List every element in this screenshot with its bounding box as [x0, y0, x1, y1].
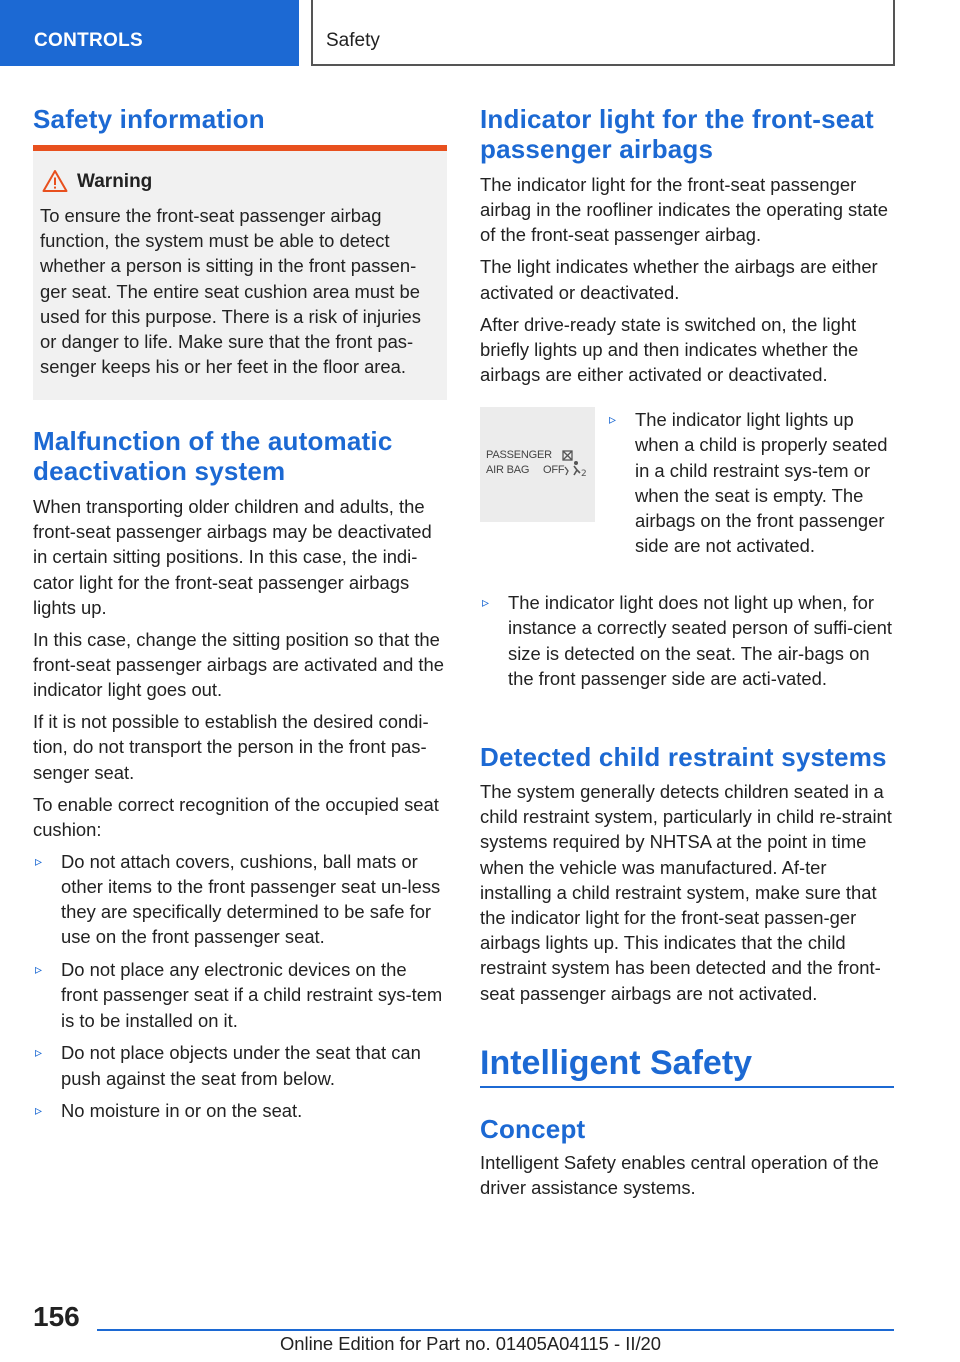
- list-item: ▹ No moisture in or on the seat.: [33, 1098, 447, 1123]
- concept-heading: Concept: [480, 1114, 586, 1144]
- malfunction-paragraph-4: To enable correct recognition of the occupied seat cushion:: [33, 793, 439, 840]
- malfunction-heading: Malfunction of the automatic deactivation system: [33, 426, 393, 486]
- list-item: ▹ Do not place objects under the seat that can push against the seat from below.: [35, 1042, 421, 1089]
- warning-header: [40, 173, 439, 203]
- panel-label-off: OFF: [543, 464, 565, 477]
- bullet-triangle-icon: ▹: [609, 411, 617, 428]
- panel-label-airbag: AIR BAG: [486, 464, 530, 477]
- bullet-triangle-icon: ▹: [35, 1044, 43, 1061]
- malfunction-paragraph-2: In this case, change the sitting position so that the front-seat passenger airbags are activated and the indicator light goes out.: [33, 628, 444, 701]
- seat-recognition-list: [33, 849, 447, 1124]
- chapter-tab-label: Safety: [326, 30, 380, 51]
- bullet-triangle-icon: ▹: [35, 961, 43, 978]
- intelligent-safety-heading: Intelligent Safety: [480, 1042, 894, 1088]
- indicator-paragraph-1: The indicator light for the front-seat passenger airbag in the roofliner indicates the operating state of the front-seat passenger airbag.: [480, 174, 888, 246]
- detected-child-restraint-section: [480, 742, 894, 1013]
- page-number: 156: [33, 1301, 80, 1332]
- indicator-not-lit-list: [480, 590, 894, 691]
- svg-text:2: 2: [581, 469, 587, 480]
- panel-label-passenger: PASSENGER: [486, 449, 552, 462]
- passenger-airbag-off-panel: [480, 407, 595, 522]
- indicator-image-row: [480, 407, 894, 590]
- list-item: ▹ The indicator light does not light up when, for instance a correctly seated person of suffi-cient size is detected on the seat. The air-bags on the front passenger side are acti-vated.: [482, 592, 893, 689]
- malfunction-section: [33, 426, 447, 1131]
- footer-divider: [97, 1329, 894, 1331]
- footer-edition: Online Edition for Part no. 01405A04115 - II/20: [280, 1333, 662, 1354]
- list-item: ▹ Do not attach covers, cushions, ball mats or other items to the front passenger seat un-less they are specifically determined to be safe for use on the front passenger seat.: [35, 850, 441, 948]
- indicator-heading: Indicator light for the front-seat passenger airbags: [480, 104, 874, 164]
- detected-paragraph: The system generally detects children seated in a child restraint system, particularly in child re-straint systems required by NHTSA at the point in time when the vehicle was manufactured. Af-ter installing a child restraint system, make sure that the indicator light for the front-seat passen-ger airbags lights up. This indicates that the child restraint system has been detected and the front-seat passenger airbags are not activated.: [480, 781, 892, 1004]
- indicator-section: [480, 104, 894, 699]
- indicator-paragraph-3: After drive-ready state is switched on, the light briefly lights up and then indicates whether the airbags are either activated or deactivated.: [480, 313, 859, 386]
- bullet-triangle-icon: ▹: [482, 594, 490, 611]
- list-item: ▹ Do not place any electronic devices on the front passenger seat if a child restraint sys-tem is to be installed on it.: [35, 959, 443, 1031]
- chapter-tab: [311, 0, 895, 66]
- malfunction-paragraph-3: If it is not possible to establish the desired condi-tion, do not transport the person in the front pas-senger seat.: [33, 711, 429, 783]
- malfunction-paragraph-1: When transporting older children and adults, the front-seat passenger airbags may be deactivated in certain sitting positions. In this case, the indi-cator light for the front-seat passenger airbags lights up.: [33, 496, 432, 618]
- bullet-triangle-icon: ▹: [35, 852, 43, 869]
- warning-triangle-icon: [42, 169, 68, 193]
- section-tab: [0, 0, 299, 66]
- bullet-triangle-icon: ▹: [35, 1102, 43, 1119]
- section-tab-label: CONTROLS: [34, 30, 144, 51]
- safety-information-heading: Safety information: [33, 104, 265, 134]
- concept-paragraph: Intelligent Safety enables central operation of the driver assistance systems.: [480, 1152, 879, 1199]
- warning-text: To ensure the front-seat passenger airbag function, the system must be able to detect whether a person is sitting in the front passen-ger seat. The entire seat cushion area must be used for this purpose. There is a risk of injuries or danger to life. Make sure that the front pas-senger keeps his or her feet in the floor area.: [40, 205, 421, 378]
- intelligent-safety-section: [480, 1042, 894, 1207]
- detected-heading: Detected child restraint systems: [480, 742, 887, 772]
- list-item: ▹ The indicator light lights up when a child is properly seated in a child restraint sys-tem or when the seat is empty. The airbags on the front passenger side are not activated.: [609, 409, 888, 557]
- child-seat-airbag-icon: [562, 447, 592, 481]
- indicator-paragraph-2: The light indicates whether the airbags are either activated or deactivated.: [480, 256, 878, 303]
- warning-title: Warning: [77, 171, 153, 192]
- warning-box: [33, 145, 447, 400]
